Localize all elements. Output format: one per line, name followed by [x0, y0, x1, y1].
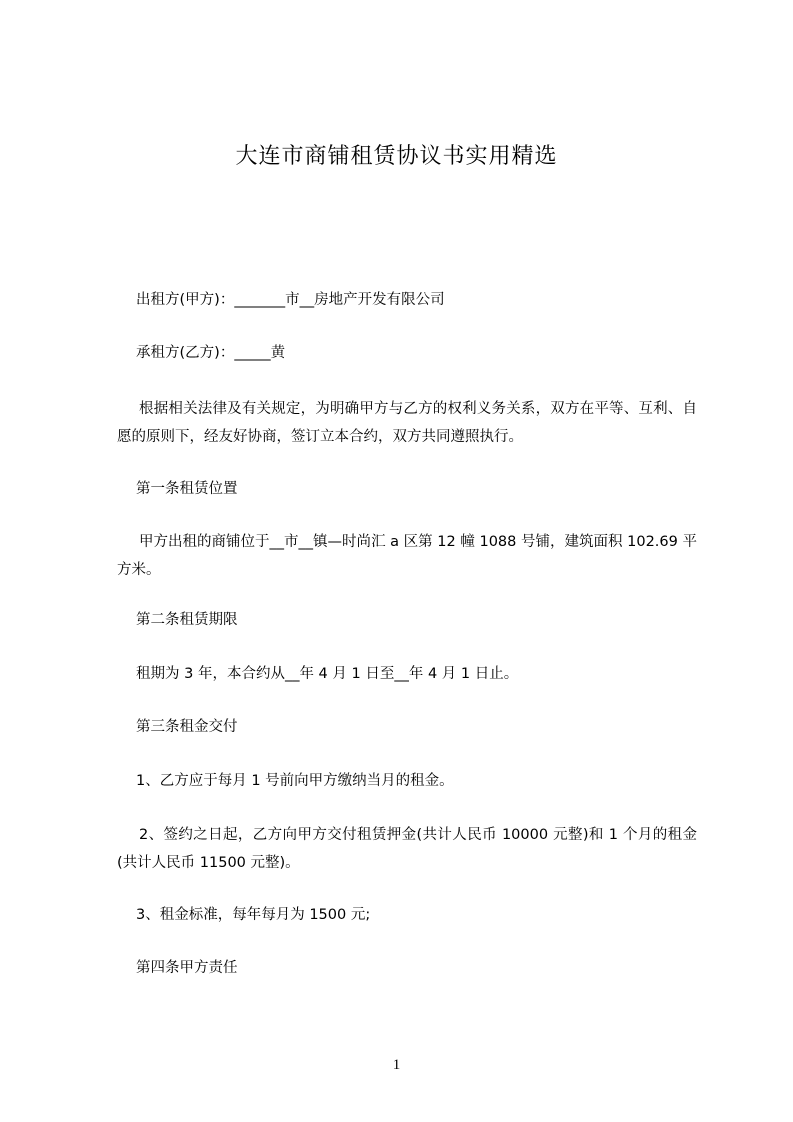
article-3-item-2: 2、签约之日起，乙方向甲方交付租赁押金(共计人民币 10000 元整)和 1 个月的租金(共计人民币 11500 元整)。 [117, 827, 697, 871]
lessor-line: 出租方(甲方)：_______市__房地产开发有限公司 [136, 292, 445, 308]
article-3-heading: 第三条租金交付 [136, 719, 238, 735]
article-2-heading: 第二条租赁期限 [136, 612, 238, 628]
article-1-heading: 第一条租赁位置 [136, 481, 238, 497]
article-3-item-3: 3、租金标准，每年每月为 1500 元; [136, 907, 371, 923]
article-3-item-1: 1、乙方应于每月 1 号前向甲方缴纳当月的租金。 [136, 773, 454, 789]
page-number: 1 [392, 1057, 401, 1073]
lessee-line: 承租方(乙方)：_____黄 [136, 345, 286, 361]
article-1-body: 甲方出租的商铺位于__市__镇—时尚汇 a 区第 12 幢 1088 号铺，建筑面积 102.69 平方米。 [117, 534, 697, 578]
article-2-body: 租期为 3 年，本合约从__年 4 月 1 日至__年 4 月 1 日止。 [136, 666, 519, 682]
article-4-heading: 第四条甲方责任 [136, 960, 238, 976]
document-title: 大连市商铺租赁协议书实用精选 [235, 144, 558, 169]
preamble-paragraph: 根据相关法律及有关规定，为明确甲方与乙方的权利义务关系，双方在平等、互利、自愿的原则下，经友好协商，签订立本合约，双方共同遵照执行。 [117, 401, 697, 445]
